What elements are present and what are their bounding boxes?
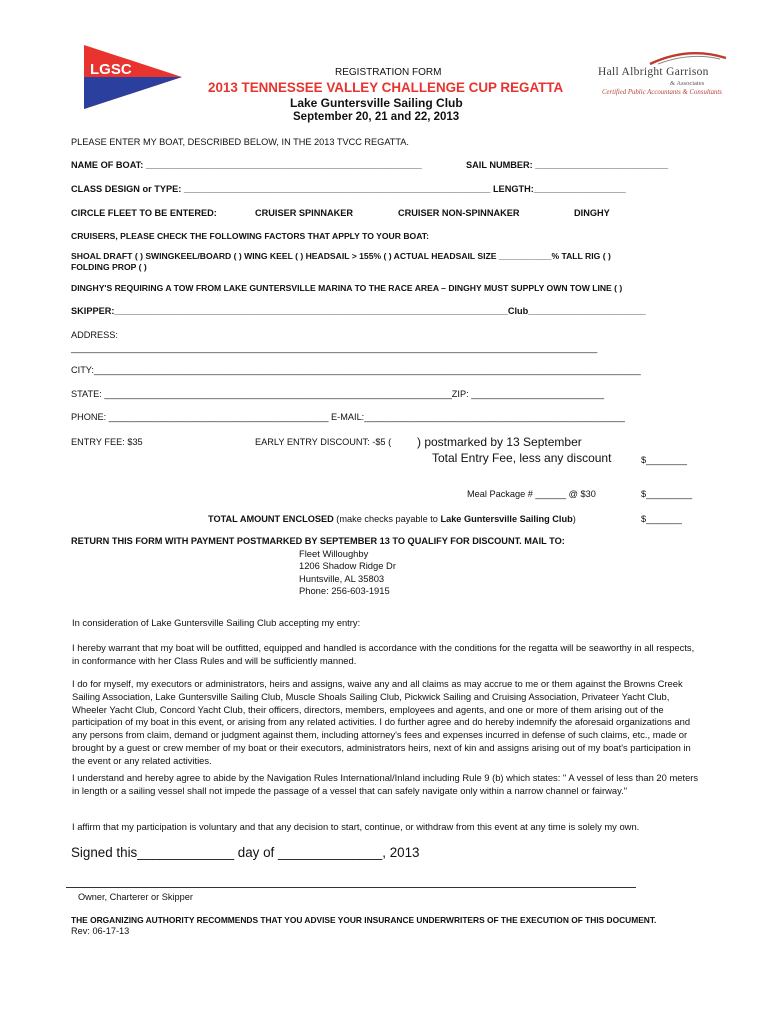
total-enclosed-label: TOTAL AMOUNT ENCLOSED bbox=[208, 514, 334, 524]
lgsc-logo-text: LGSC bbox=[90, 61, 132, 78]
dinghy-tow-checkbox[interactable]: DINGHY'S REQUIRING A TOW FROM LAKE GUNTERSVILLE MARINA TO THE RACE AREA – DINGHY MUST SUPPLY OWN TOW LINE ( ) bbox=[71, 283, 623, 293]
mail-address bbox=[299, 548, 396, 598]
voluntary-paragraph: I affirm that my participation is voluntary and that any decision to start, continue, or withdraw from this event at any time is solely my own. bbox=[72, 821, 640, 832]
warranty-paragraph: I hereby warrant that my boat will be outfitted, equipped and handled is accordance with the conditions for the regatta will be seaworthy in all respects, in conformance with her Class Rules and will be sufficiently manned. bbox=[72, 642, 695, 666]
fleet-option-dinghy[interactable]: DINGHY bbox=[574, 208, 610, 218]
boat-name-field[interactable]: NAME OF BOAT: ______________________________________________________ bbox=[71, 160, 422, 170]
phone-email-field[interactable]: PHONE: ___________________________________________ E-MAIL:___________________________________________________ bbox=[71, 412, 625, 422]
owner-label: Owner, Charterer or Skipper bbox=[78, 892, 193, 902]
club-name: Lake Guntersville Sailing Club bbox=[290, 96, 463, 110]
hag-logo-tagline: Certified Public Accountants & Consultants bbox=[602, 89, 722, 96]
signature-line[interactable] bbox=[66, 887, 636, 888]
insurance-recommendation: THE ORGANIZING AUTHORITY RECOMMENDS THAT YOU ADVISE YOUR INSURANCE UNDERWRITERS OF THE EXECUTION OF THIS DOCUMENT. bbox=[71, 915, 657, 925]
intro-text: PLEASE ENTER MY BOAT, DESCRIBED BELOW, IN THE 2013 TVCC REGATTA. bbox=[71, 137, 409, 147]
cruisers-instruction: CRUISERS, PLEASE CHECK THE FOLLOWING FACTORS THAT APPLY TO YOUR BOAT: bbox=[71, 231, 429, 241]
state-zip-field[interactable]: STATE: ____________________________________________________________________ZIP: __________________________ bbox=[71, 389, 605, 399]
sail-number-field[interactable]: SAIL NUMBER: __________________________ bbox=[466, 160, 669, 170]
regatta-dates: September 20, 21 and 22, 2013 bbox=[293, 111, 460, 123]
early-entry-discount[interactable]: EARLY ENTRY DISCOUNT: -$5 ( bbox=[255, 437, 392, 447]
total-amount-enclosed bbox=[208, 514, 576, 524]
mail-address-line: Phone: 256-603-1915 bbox=[299, 585, 390, 597]
revision-label: Rev: 06-17-13 bbox=[71, 926, 130, 936]
form-label: REGISTRATION FORM bbox=[335, 67, 442, 78]
folding-prop-checkbox[interactable]: FOLDING PROP ( ) bbox=[71, 262, 147, 272]
mail-instruction: RETURN THIS FORM WITH PAYMENT POSTMARKED BY SEPTEMBER 13 TO QUALIFY FOR DISCOUNT. MAIL TO: bbox=[71, 536, 565, 546]
total-entry-fee-amount[interactable]: $________ bbox=[641, 455, 687, 465]
skipper-field[interactable]: SKIPPER:_____________________________________________________________________________Club_______________________ bbox=[71, 306, 646, 316]
mail-address-line: Fleet Willoughby bbox=[299, 548, 369, 559]
consideration-paragraph: In consideration of Lake Guntersville Sailing Club accepting my entry: bbox=[72, 617, 361, 628]
signed-date-field[interactable]: Signed this_____________ day of ______________, 2013 bbox=[71, 845, 420, 860]
waiver-paragraph: I do for myself, my executors or administrators, heirs and assigns, waive any and all claims as may accrue to me or them against the Browns Creek Sailing Association, Lake Guntersville Sailing Club, Muscle Shoals Sailing Club, Pickwick Sailing and Cruising Association, Privateer Yacht Club, Wheeler Yacht Club, Concord Yacht Club, their officers, directors, members, employees and agents, and one or more of them arising out of the participation of my boat in this event, or arising from any related activities. I do further agree and do hereby indemnify the aforesaid organizations and any persons from claim, demand or judgment against them, including attorney's fees and expenses incurred in defense of such claims, etc., made or brought by a guest or crew member of my boat or their executors, administrators heirs, next of kin and assigns arising out of my boat's participation in the event or any related activities. bbox=[72, 678, 691, 766]
boat-factors-checklist[interactable]: SHOAL DRAFT ( ) SWINGKEEL/BOARD ( ) WING KEEL ( ) HEADSAIL > 155% ( ) ACTUAL HEADSAIL SIZE ___________% TALL RIG ( ) bbox=[71, 251, 611, 261]
regatta-title: 2013 TENNESSEE VALLEY CHALLENGE CUP REGATTA bbox=[208, 80, 564, 95]
hag-logo bbox=[598, 50, 728, 105]
payable-close: ) bbox=[572, 514, 576, 524]
entry-fee: ENTRY FEE: $35 bbox=[71, 437, 143, 447]
mail-address-line: 1206 Shadow Ridge Dr bbox=[299, 560, 396, 572]
city-field[interactable]: CITY:___________________________________________________________________________________________________________ bbox=[71, 365, 641, 375]
hag-logo-assoc: & Associates bbox=[670, 80, 705, 87]
address-field[interactable]: _______________________________________________________________________________________________________ bbox=[71, 343, 598, 353]
lgsc-burgee-logo bbox=[84, 45, 182, 109]
mail-address-line: Huntsville, AL 35803 bbox=[299, 572, 385, 584]
navigation-rules-paragraph: I understand and hereby agree to abide by the Navigation Rules International/Inland including Rule 9 (b) which states: " A vessel of less than 20 meters in length or a sailing vessel shall not impede the passage of a vessel that can safely navigate only within a narrow channel or fairway." bbox=[72, 772, 699, 796]
swoosh-icon bbox=[648, 50, 728, 66]
burgee-blue-field bbox=[84, 77, 182, 109]
meal-package-field[interactable]: Meal Package # ______ @ $30 bbox=[467, 489, 596, 499]
fleet-option-cruiser-spinnaker[interactable]: CRUISER SPINNAKER bbox=[255, 208, 354, 218]
fleet-label: CIRCLE FLEET TO BE ENTERED: bbox=[71, 208, 217, 218]
payable-to: Lake Guntersville Sailing Club bbox=[440, 514, 573, 524]
postmarked-note: ) postmarked by 13 September bbox=[417, 435, 582, 449]
fleet-option-cruiser-non-spinnaker[interactable]: CRUISER NON-SPINNAKER bbox=[398, 208, 520, 218]
class-design-field[interactable]: CLASS DESIGN or TYPE: ____________________________________________________________ LENGTH:__________________ bbox=[71, 184, 626, 194]
total-enclosed-note: (make checks payable to bbox=[333, 514, 441, 524]
meal-package-amount[interactable]: $_________ bbox=[641, 489, 693, 499]
total-entry-fee-label: Total Entry Fee, less any discount bbox=[432, 451, 612, 465]
address-label: ADDRESS: bbox=[71, 330, 118, 340]
hag-logo-name: Hall Albright Garrison bbox=[598, 66, 709, 78]
total-amount-field[interactable]: $_______ bbox=[641, 514, 682, 524]
